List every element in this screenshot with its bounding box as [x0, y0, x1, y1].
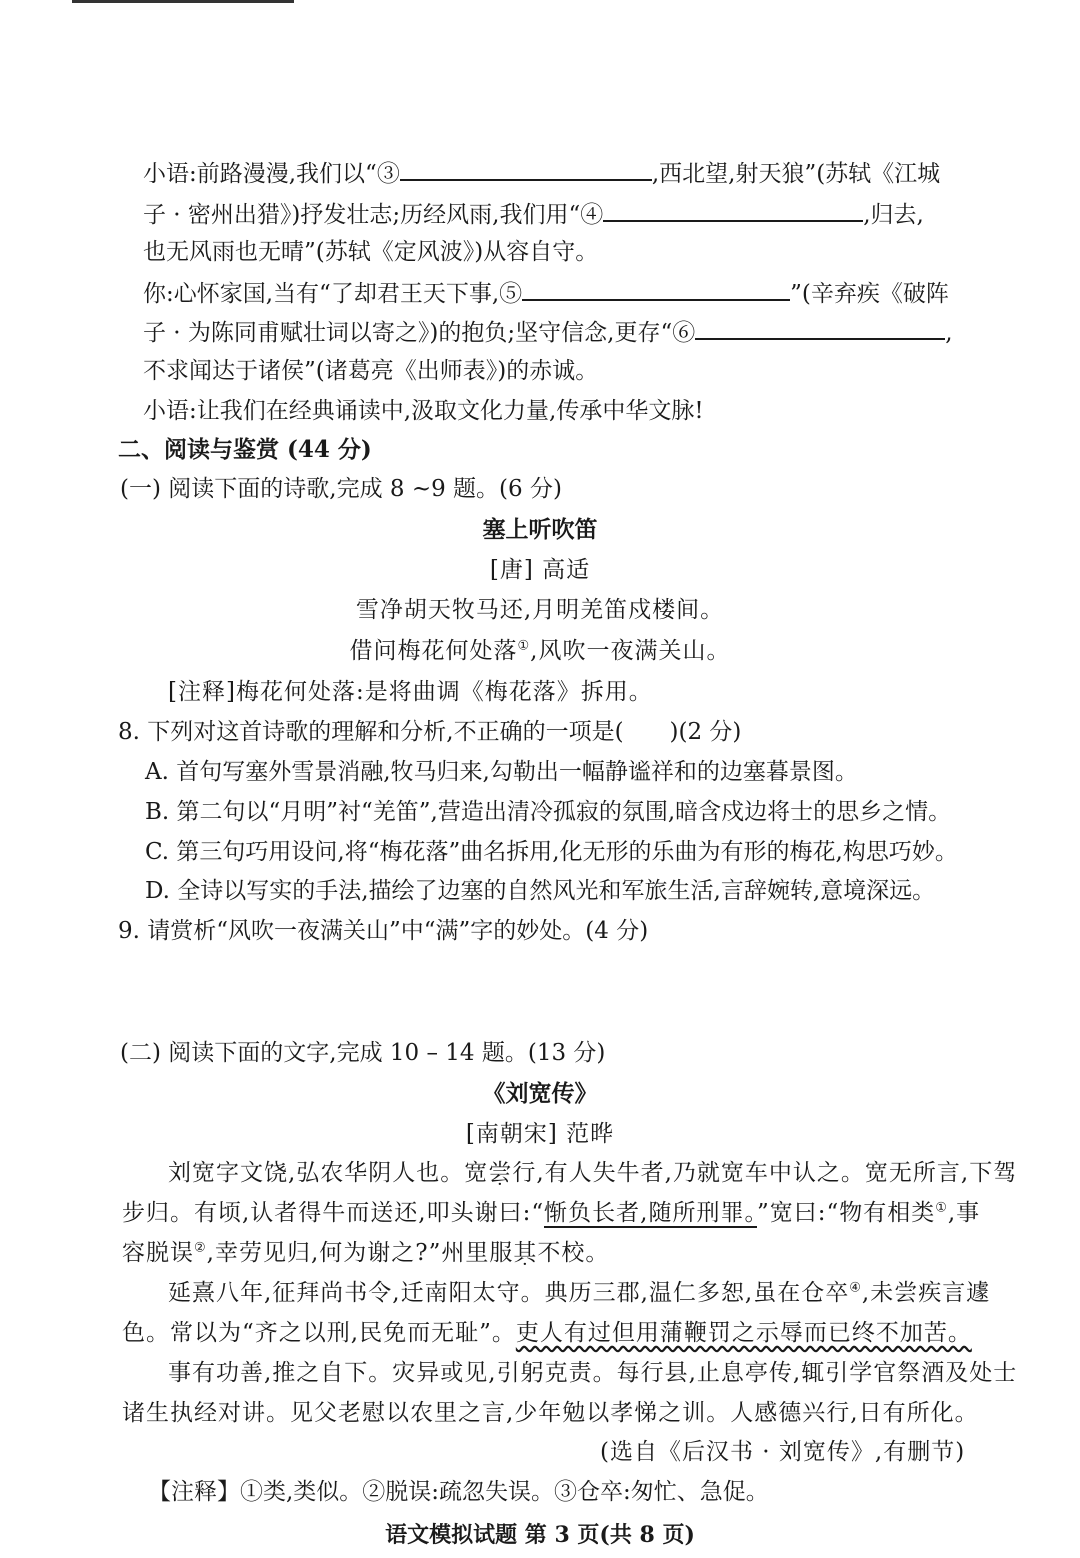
- dialogue-line-6: [143, 356, 598, 386]
- passage-line-2: [122, 1198, 980, 1228]
- note-mark: ①: [935, 1200, 948, 1216]
- passage-text: 容脱误: [122, 1240, 194, 1266]
- dialogue-line-3: [143, 237, 598, 267]
- note-mark: ④: [849, 1280, 862, 1296]
- dialogue-line-5: [143, 316, 953, 348]
- passage-text: ,事: [947, 1200, 981, 1226]
- dialogue-line-2: [143, 198, 924, 230]
- blank-6[interactable]: [695, 316, 945, 340]
- passage-text: 延熹八年,征拜尚书令,迁南阳太守。典历三郡,温仁多恕,虽在仓卒: [168, 1280, 850, 1306]
- section-heading: 二、阅读与鉴赏 (44 分): [118, 436, 372, 463]
- dialogue-text: 不求闻达于诸侯”(诸葛亮《出师表》)的赤诚。: [143, 358, 599, 384]
- passage-line-4: [168, 1278, 990, 1308]
- passage-line-3: [122, 1238, 609, 1268]
- text-title: 《刘宽传》: [482, 1080, 598, 1107]
- passage-text: ,未尝疾言遽: [861, 1280, 991, 1306]
- passage-text: 不校。: [537, 1240, 610, 1266]
- dialogue-text: ”(辛弃疾《破阵: [790, 281, 949, 307]
- dialogue-line-1: [143, 157, 940, 189]
- dialogue-text: 也无风雨也无晴”(苏轼《定风波》)从容自守。: [143, 239, 599, 265]
- passage-line-1: [168, 1158, 1017, 1188]
- q8-option-b[interactable]: B. 第二句以“月明”衬“羌笛”,营造出清冷孤寂的氛围,暗含戍边将士的思乡之情。: [145, 799, 952, 825]
- passage-text: 刘宽字文饶,弘农华阴人也。宽: [168, 1160, 489, 1186]
- blank-4[interactable]: [603, 198, 863, 222]
- question-9: 9. 请赏析“风吹一夜满关山”中“满”字的妙处。(4 分): [118, 918, 649, 944]
- poem-line-1: 雪净胡天牧马还,月明羌笛戍楼间。: [355, 597, 725, 623]
- poem-title: 塞上听吹笛: [482, 516, 598, 543]
- poem-line-2: [0, 636, 1080, 666]
- text-author: [南朝宋] 范晔: [465, 1121, 615, 1147]
- poem-note: [注释]梅花何处落:是将曲调《梅花落》拆用。: [168, 679, 653, 705]
- dialogue-text: ,西北望,射天狼”(苏轼《江城: [651, 161, 941, 187]
- poem-author: [唐] 高适: [489, 557, 591, 583]
- question-8: 8. 下列对这首诗歌的理解和分析,不正确的一项是( )(2 分): [118, 719, 742, 745]
- q8-option-a[interactable]: A. 首句写塞外雪景消融,牧马归来,勾勒出一幅静谧祥和的边塞暮景图。: [145, 759, 858, 785]
- poem-text: ,风吹一夜满关山。: [530, 638, 731, 664]
- dialogue-text: ,: [945, 320, 953, 346]
- dialogue-text: 子 · 密州出猎》)抒发壮志;历经风雨,我们用“④: [143, 202, 604, 228]
- blank-5[interactable]: [522, 277, 790, 301]
- passage-line-7: 诸生执经对讲。见父老慰以农里之言,少年勉以孝悌之训。人感德兴行,日有所化。: [122, 1400, 979, 1426]
- page-footer: 语文模拟试题 第 3 页(共 8 页): [385, 1522, 695, 1548]
- passage-text: 步归。有顷,认者得牛而送还,叩头谢曰:“: [122, 1200, 545, 1226]
- dialogue-text: ,归去,: [863, 202, 924, 228]
- underlined-sentence: 惭负长者,随所刑罪。: [544, 1200, 757, 1226]
- poem-text: 借问梅花何处落: [349, 638, 518, 664]
- passage-text: 色。常以为“齐之以刑,民免而无耻”。: [122, 1320, 516, 1346]
- q8-option-d[interactable]: D. 全诗以写实的手法,描绘了边塞的自然风光和军旅生活,言辞婉转,意境深远。: [145, 878, 936, 904]
- dialogue-text: 小语:让我们在经典诵读中,汲取文化力量,传承中华文脉!: [143, 398, 704, 424]
- blank-3[interactable]: [400, 157, 652, 181]
- passage-text: ,幸劳见归,何为谢之?”州里服: [206, 1240, 514, 1266]
- note-mark: ②: [194, 1240, 207, 1256]
- dotted-word: 尝: [488, 1160, 513, 1186]
- wavy-underlined-sentence: 吏人有过但用蒲鞭罚之示辱而已终不加苦。: [515, 1320, 972, 1346]
- dialogue-text: 你:心怀家国,当有“了却君王天下事,⑤: [143, 281, 523, 307]
- note-mark: ①: [517, 638, 531, 654]
- part2-intro: (二) 阅读下面的文字,完成 10 – 14 题。(13 分): [120, 1040, 606, 1066]
- top-rule: [72, 0, 294, 3]
- passage-line-5: [122, 1318, 972, 1348]
- dotted-word: 其: [513, 1240, 538, 1266]
- passage-source: (选自《后汉书 · 刘宽传》,有删节): [600, 1439, 966, 1465]
- passage-notes: 【注释】①类,类似。②脱误:疏忽失误。③仓卒:匆忙、急促。: [148, 1479, 769, 1505]
- passage-text: ”宽曰:“物有相类: [756, 1200, 936, 1226]
- passage-text: 行,有人失牛者,乃就宽车中认之。宽无所言,下驾: [512, 1160, 1018, 1186]
- part1-intro: (一) 阅读下面的诗歌,完成 8 ~9 题。(6 分): [120, 476, 562, 502]
- dialogue-line-7: [143, 396, 704, 426]
- dialogue-text: 小语:前路漫漫,我们以“③: [143, 161, 400, 187]
- dialogue-text: 子 · 为陈同甫赋壮词以寄之》)的抱负;坚守信念,更存“⑥: [143, 320, 696, 346]
- passage-line-6: 事有功善,推之自下。灾异或见,引躬克责。每行县,止息亭传,辄引学官祭酒及处士: [168, 1360, 1018, 1386]
- dialogue-line-4: [143, 277, 949, 309]
- q8-option-c[interactable]: C. 第三句巧用设问,将“梅花落”曲名拆用,化无形的乐曲为有形的梅花,构思巧妙。: [145, 839, 958, 865]
